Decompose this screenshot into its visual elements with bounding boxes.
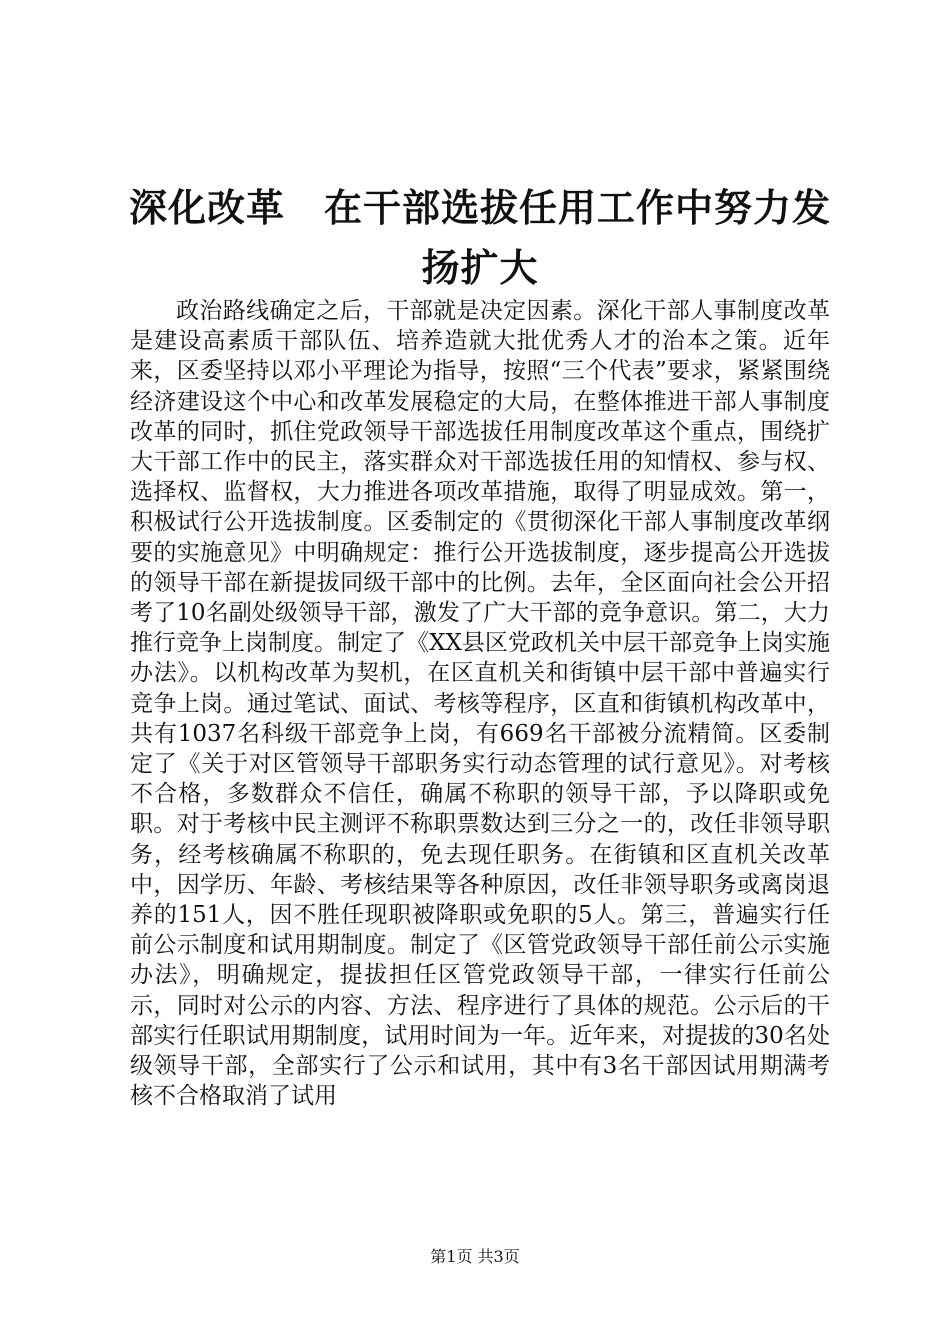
document-title: 深化改革 在干部选拔任用工作中努力发扬扩大 (128, 185, 831, 290)
page-footer: 第1页 共3页 (430, 1247, 520, 1266)
body-paragraph: 政治路线确定之后，干部就是决定因素。深化干部人事制度改革是建设高素质干部队伍、培养造就大批优秀人才的治本之策。近年来，区委坚持以邓小平理论为指导，按照“三个代表”要求，紧紧围绕经济建设这个中心和改革发展稳定的大局，在整体推进干部人事制度改革的同时，抓住党政领导干部选拔任用制度改革这个重点，围绕扩大干部工作中的民主，落实群众对干部选拔任用的知情权、参与权、选择权、监督权，大力推进各项改革措施，取得了明显成效。第一，积极试行公开选拔制度。区委制定的《贯彻深化干部人事制度改革纲要的实施意见》中明确规定：推行公开选拔制度，逐步提高公开选拔的领导干部在新提拔同级干部中的比例。去年，全区面向社会公开招考了10名副处级领导干部，激发了广大干部的竞争意识。第二，大力推行竞争上岗制度。制定了《XX县区党政机关中层干部竞争上岗实施办法》。以机构改革为契机，在区直机关和街镇中层干部中普遍实行竞争上岗。通过笔试、面试、考核等程序，区直和街镇机构改革中，共有1037名科级干部竞争上岗，有669名干部被分流精简。区委制定了《关于对区管领导干部职务实行动态管理的试行意见》。对考核不合格，多数群众不信任，确属不称职的领导干部，予以降职或免职。对于考核中民主测评不称职票数达到三分之一的，改任非领导职务，经考核确属不称职的，免去现任职务。在街镇和区直机关改革中，因学历、年龄、考核结果等各种原因，改任非领导职务或离岗退养的151人，因不胜任现职被降职或免职的5人。第三，普遍实行任前公示制度和试用期制度。制定了《区管党政领导干部任前公示实施办法》，明确规定，提拔担任区管党政领导干部，一律实行任前公示，同时对公示的内容、方法、程序进行了具体的规范。公示后的干部实行任职试用期制度，试用时间为一年。近年来，对提拔的30名处级领导干部，全部实行了公示和试用，其中有3名干部因试用期满考核不合格取消了试用 (130, 298, 830, 1110)
